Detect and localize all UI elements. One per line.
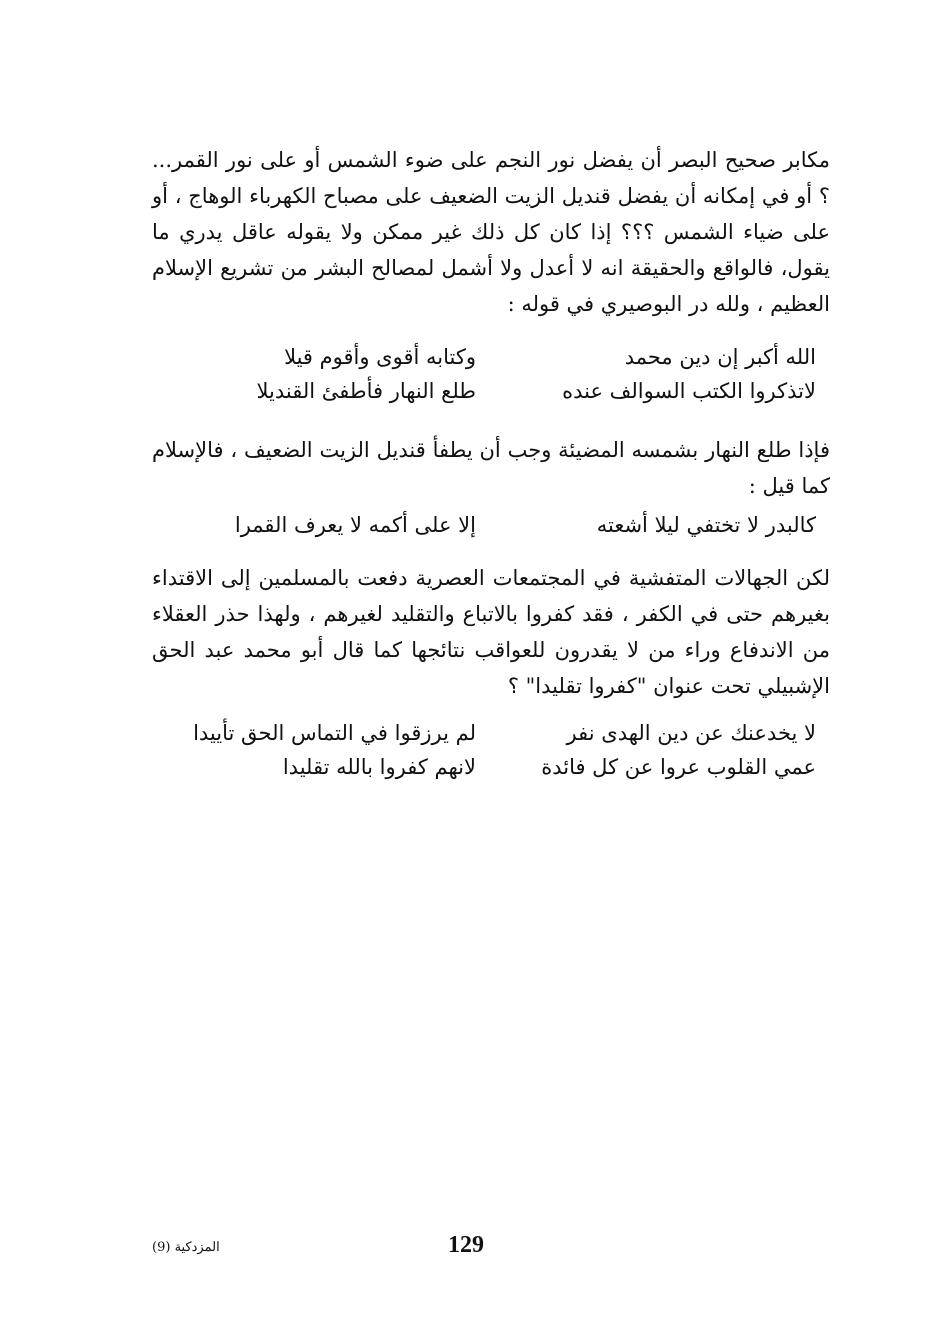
verse-block-2: [176, 508, 816, 542]
verse-first-hemistich: لاتذكروا الكتب السوالف عنده: [562, 379, 816, 403]
paragraph-2: [152, 432, 830, 504]
paragraph-1: [152, 142, 830, 322]
page-number: 129: [448, 1232, 484, 1258]
verse-second-hemistich: لم يرزقوا في التماس الحق تأييدا: [193, 721, 476, 745]
paragraph-text: لكن الجهالات المتفشية في المجتمعات العصرية دفعت بالمسلمين إلى الاقتداء بغيرهم حتى في الكفر ، فقد كفروا بالاتباع والتقليد لغيرهم ، ولهذا حذر العقلاء من الاندفاع وراء من لا يقدرون للعواقب نتائجها كما قال أبو محمد عبد الحق الإشبيلي تحت عنوان "كفروا تقليدا" ؟: [152, 566, 830, 698]
verse-line: [176, 374, 816, 408]
verse-first-hemistich: لا يخدعنك عن دين الهدى نفر: [566, 721, 816, 745]
verse-second-hemistich: وكتابه أقوى وأقوم قيلا: [284, 345, 476, 369]
paragraph-text: مكابر صحيح البصر أن يفضل نور النجم على ضوء الشمس أو على نور القمر... ؟ أو في إمكانه أن يفضل قنديل الزيت الضعيف على مصباح الكهرباء الوهاج ، أو على ضياء الشمس ؟؟؟ إذا كان كل ذلك غير ممكن ولا يقوله عاقل يدري ما يقول، فالواقع والحقيقة انه لا أعدل ولا أشمل لمصالح البشر من تشريع الإسلام العظيم ، ولله در البوصيري في قوله :: [152, 148, 830, 316]
verse-line: [176, 340, 816, 374]
paragraph-text: فإذا طلع النهار بشمسه المضيئة وجب أن يطفأ قنديل الزيت الضعيف ، فالإسلام كما قيل :: [152, 438, 830, 498]
verse-first-hemistich: الله أكبر إن دين محمد: [624, 345, 816, 369]
verse-line: [176, 716, 816, 750]
verse-line: [176, 750, 816, 784]
footer-source-label: المزدكية (9): [152, 1240, 220, 1255]
verse-line: [176, 508, 816, 542]
verse-second-hemistich: إلا على أكمه لا يعرف القمرا: [234, 513, 476, 537]
paragraph-3: [152, 560, 830, 704]
verse-block-3: [176, 716, 816, 784]
verse-first-hemistich: عمي القلوب عروا عن كل فائدة: [541, 755, 816, 779]
verse-second-hemistich: طلع النهار فأطفئ القنديلا: [256, 379, 476, 403]
verse-second-hemistich: لانهم كفروا بالله تقليدا: [282, 755, 476, 779]
verse-block-1: [176, 340, 816, 408]
verse-first-hemistich: كالبدر لا تختفي ليلا أشعته: [596, 513, 816, 537]
